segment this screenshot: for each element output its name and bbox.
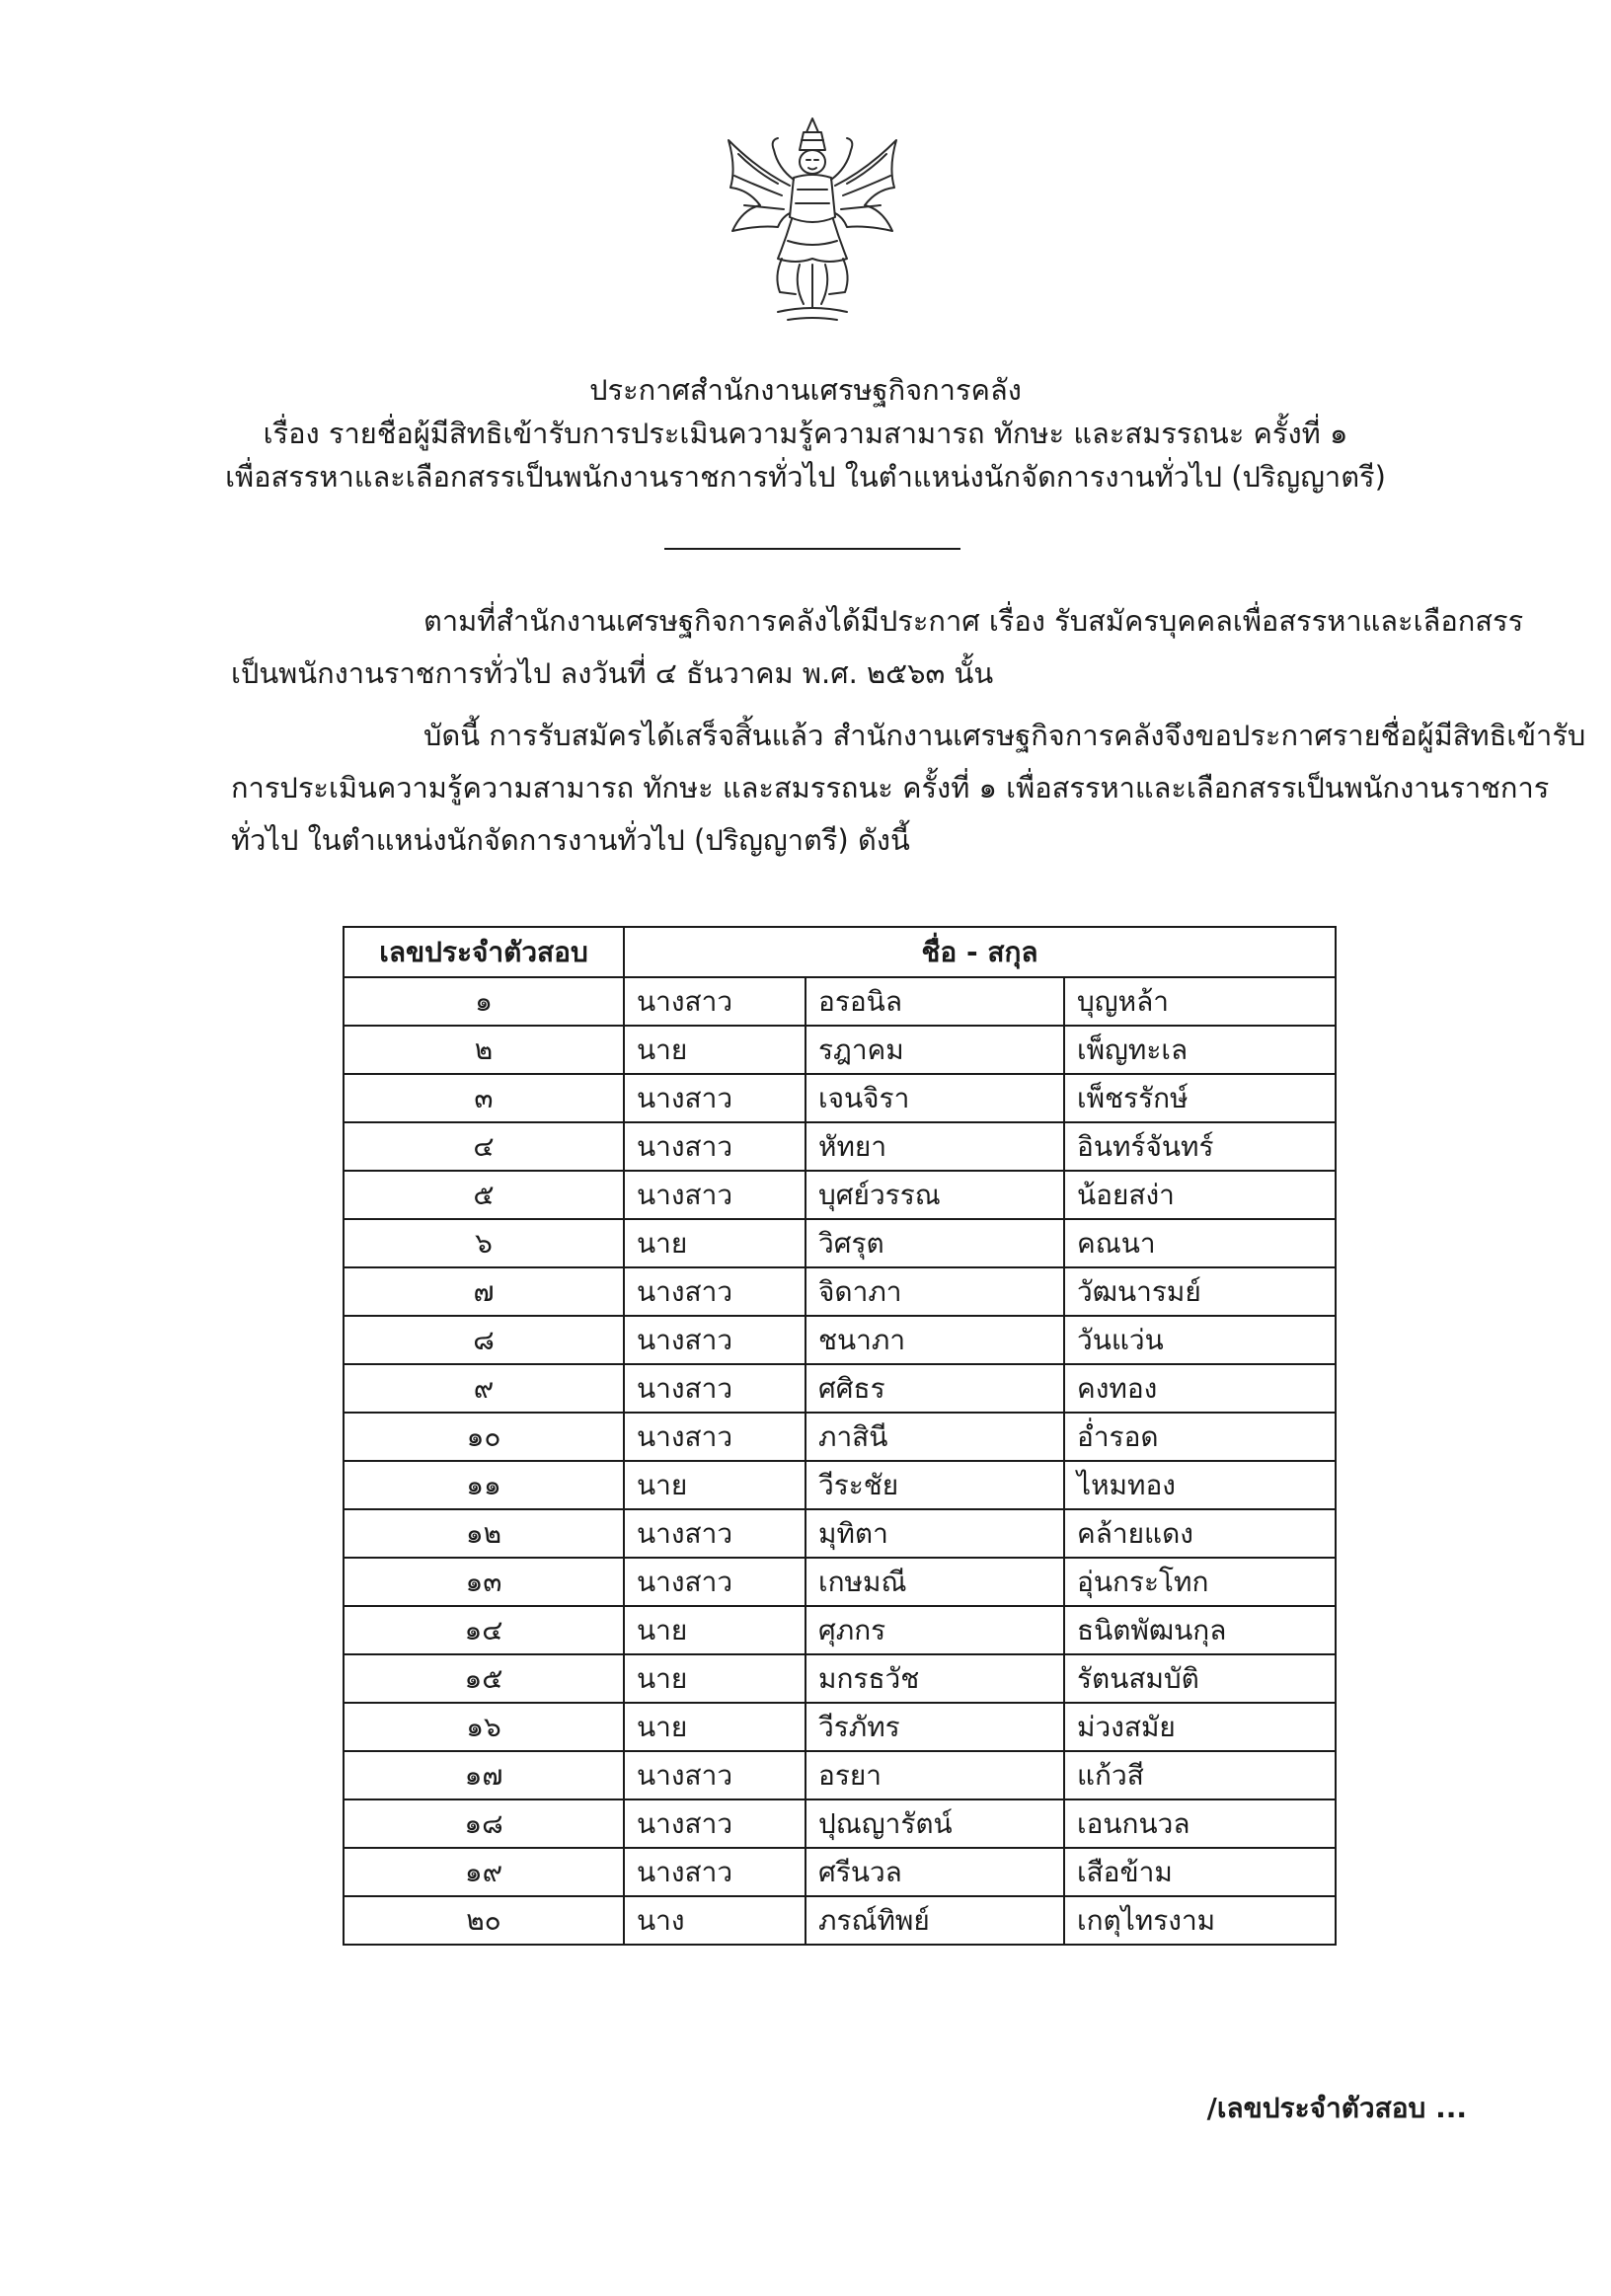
cell-last-name: ธนิตพัฒนกุล — [1064, 1606, 1336, 1654]
table-row — [344, 1606, 1336, 1654]
cell-title: นางสาว — [624, 1799, 806, 1848]
cell-last-name: เพ็ญทะเล — [1064, 1026, 1336, 1074]
paragraph-2-line-2: การประเมินความรู้ความสามารถ ทักษะ และสมรรถนะ ครั้งที่ ๑ เพื่อสรรหาและเลือกสรรเป็นพนักงานราชการ — [231, 771, 1550, 804]
cell-first-name: วีรภัทร — [806, 1703, 1064, 1751]
cell-title: นาย — [624, 1461, 806, 1509]
cell-title: นางสาว — [624, 1171, 806, 1219]
cell-first-name: ปุณญารัตน์ — [806, 1799, 1064, 1848]
cell-last-name: วัฒนารมย์ — [1064, 1267, 1336, 1316]
cell-first-name: ศุภกร — [806, 1606, 1064, 1654]
table-row — [344, 1896, 1336, 1945]
cell-first-name: รฎาคม — [806, 1026, 1064, 1074]
cell-first-name: ชนาภา — [806, 1316, 1064, 1364]
cell-first-name: ภรณ์ทิพย์ — [806, 1896, 1064, 1945]
heading-line-3: เพื่อสรรหาและเลือกสรรเป็นพนักงานราชการทั่วไป ในตำแหน่งนักจัดการงานทั่วไป (ปริญญาตรี) — [225, 460, 1386, 494]
cell-first-name: เกษมณี — [806, 1558, 1064, 1606]
cell-title: นาย — [624, 1219, 806, 1267]
cell-exam-id: ๑๙ — [344, 1848, 624, 1896]
cell-first-name: วีระชัย — [806, 1461, 1064, 1509]
cell-last-name: คล้ายแดง — [1064, 1509, 1336, 1558]
cell-last-name: เพ็ชรรักษ์ — [1064, 1074, 1336, 1122]
column-header-exam-id: เลขประจำตัวสอบ — [344, 927, 624, 977]
heading-line-1: ประกาศสำนักงานเศรษฐกิจการคลัง — [589, 373, 1022, 407]
table-row — [344, 1219, 1336, 1267]
cell-title: นางสาว — [624, 1267, 806, 1316]
cell-exam-id: ๗ — [344, 1267, 624, 1316]
paragraph-2 — [231, 710, 1586, 867]
table-row — [344, 1026, 1336, 1074]
cell-exam-id: ๑๖ — [344, 1703, 624, 1751]
cell-title: นางสาว — [624, 1364, 806, 1413]
cell-exam-id: ๒๐ — [344, 1896, 624, 1945]
cell-exam-id: ๑ — [344, 977, 624, 1026]
table-row — [344, 1364, 1336, 1413]
table-row — [344, 1558, 1336, 1606]
cell-exam-id: ๑๔ — [344, 1606, 624, 1654]
cell-exam-id: ๒ — [344, 1026, 624, 1074]
table-header-row — [344, 927, 1336, 977]
table-row — [344, 1267, 1336, 1316]
cell-last-name: อุ่นกระโทก — [1064, 1558, 1336, 1606]
table-row — [344, 977, 1336, 1026]
cell-exam-id: ๑๘ — [344, 1799, 624, 1848]
heading-line-2: เรื่อง รายชื่อผู้มีสิทธิเข้ารับการประเมินความรู้ความสามารถ ทักษะ และสมรรถนะ ครั้งที่ ๑ — [263, 417, 1348, 450]
cell-exam-id: ๑๗ — [344, 1751, 624, 1799]
cell-last-name: อ่ำรอด — [1064, 1413, 1336, 1461]
cell-exam-id: ๕ — [344, 1171, 624, 1219]
candidate-table — [343, 926, 1337, 1946]
cell-first-name: มกรธวัช — [806, 1654, 1064, 1703]
table-row — [344, 1703, 1336, 1751]
cell-first-name: ศศิธร — [806, 1364, 1064, 1413]
cell-last-name: คณนา — [1064, 1219, 1336, 1267]
cell-last-name: วันแว่น — [1064, 1316, 1336, 1364]
cell-last-name: คงทอง — [1064, 1364, 1336, 1413]
table-row — [344, 1799, 1336, 1848]
cell-first-name: หัทยา — [806, 1122, 1064, 1171]
table-row — [344, 1316, 1336, 1364]
cell-exam-id: ๔ — [344, 1122, 624, 1171]
cell-last-name: บุญหล้า — [1064, 977, 1336, 1026]
table-row — [344, 1413, 1336, 1461]
cell-last-name: รัตนสมบัติ — [1064, 1654, 1336, 1703]
cell-first-name: จิดาภา — [806, 1267, 1064, 1316]
cell-last-name: ไหมทอง — [1064, 1461, 1336, 1509]
cell-first-name: เจนจิรา — [806, 1074, 1064, 1122]
announcement-heading — [0, 368, 1611, 498]
table-row — [344, 1074, 1336, 1122]
cell-title: นาย — [624, 1606, 806, 1654]
cell-last-name: อินทร์จันทร์ — [1064, 1122, 1336, 1171]
cell-title: นางสาว — [624, 1751, 806, 1799]
cell-first-name: วิศรุต — [806, 1219, 1064, 1267]
table-row — [344, 1122, 1336, 1171]
table-row — [344, 1751, 1336, 1799]
paragraph-1-line-2: เป็นพนักงานราชการทั่วไป ลงวันที่ ๔ ธันวาคม พ.ศ. ๒๕๖๓ นั้น — [231, 656, 994, 690]
cell-first-name: บุศย์วรรณ — [806, 1171, 1064, 1219]
cell-exam-id: ๑๑ — [344, 1461, 624, 1509]
cell-last-name: เอนกนวล — [1064, 1799, 1336, 1848]
cell-exam-id: ๑๕ — [344, 1654, 624, 1703]
cell-exam-id: ๙ — [344, 1364, 624, 1413]
continuation-note: /เลขประจำตัวสอบ ... — [1206, 2092, 1467, 2124]
paragraph-2-line-1: บัดนี้ การรับสมัครได้เสร็จสิ้นแล้ว สำนักงานเศรษฐกิจการคลังจึงขอประกาศรายชื่อผู้มีสิทธิเข้ารับ — [423, 719, 1586, 752]
cell-exam-id: ๖ — [344, 1219, 624, 1267]
table-row — [344, 1171, 1336, 1219]
cell-exam-id: ๑๓ — [344, 1558, 624, 1606]
cell-title: นางสาว — [624, 977, 806, 1026]
cell-title: นางสาว — [624, 1074, 806, 1122]
cell-last-name: เกตุไทรงาม — [1064, 1896, 1336, 1945]
cell-title: นาง — [624, 1896, 806, 1945]
cell-title: นางสาว — [624, 1558, 806, 1606]
heading-divider — [664, 548, 960, 550]
cell-title: นางสาว — [624, 1848, 806, 1896]
cell-title: นางสาว — [624, 1122, 806, 1171]
paragraph-2-line-3: ทั่วไป ในตำแหน่งนักจัดการงานทั่วไป (ปริญญาตรี) ดังนี้ — [231, 823, 910, 857]
garuda-emblem-icon — [709, 111, 916, 338]
cell-exam-id: ๑๒ — [344, 1509, 624, 1558]
cell-first-name: ภาสินี — [806, 1413, 1064, 1461]
cell-exam-id: ๘ — [344, 1316, 624, 1364]
cell-first-name: อรยา — [806, 1751, 1064, 1799]
cell-exam-id: ๑๐ — [344, 1413, 624, 1461]
cell-last-name: น้อยสง่า — [1064, 1171, 1336, 1219]
cell-title: นางสาว — [624, 1316, 806, 1364]
cell-first-name: ศรีนวล — [806, 1848, 1064, 1896]
cell-title: นางสาว — [624, 1509, 806, 1558]
cell-last-name: ม่วงสมัย — [1064, 1703, 1336, 1751]
cell-title: นาย — [624, 1026, 806, 1074]
cell-first-name: อรอนิล — [806, 977, 1064, 1026]
cell-first-name: มุทิตา — [806, 1509, 1064, 1558]
paragraph-1-line-1: ตามที่สำนักงานเศรษฐกิจการคลังได้มีประกาศ เรื่อง รับสมัครบุคคลเพื่อสรรหาและเลือกสรร — [423, 604, 1524, 638]
cell-title: นาย — [624, 1654, 806, 1703]
table-row — [344, 1654, 1336, 1703]
cell-title: นาย — [624, 1703, 806, 1751]
table-row — [344, 1461, 1336, 1509]
column-header-full-name: ชื่อ - สกุล — [624, 927, 1336, 977]
cell-last-name: แก้วสี — [1064, 1751, 1336, 1799]
table-row — [344, 1509, 1336, 1558]
cell-last-name: เสือข้าม — [1064, 1848, 1336, 1896]
cell-exam-id: ๓ — [344, 1074, 624, 1122]
table-row — [344, 1848, 1336, 1896]
paragraph-1 — [231, 595, 1524, 700]
cell-title: นางสาว — [624, 1413, 806, 1461]
table-body — [344, 977, 1336, 1945]
